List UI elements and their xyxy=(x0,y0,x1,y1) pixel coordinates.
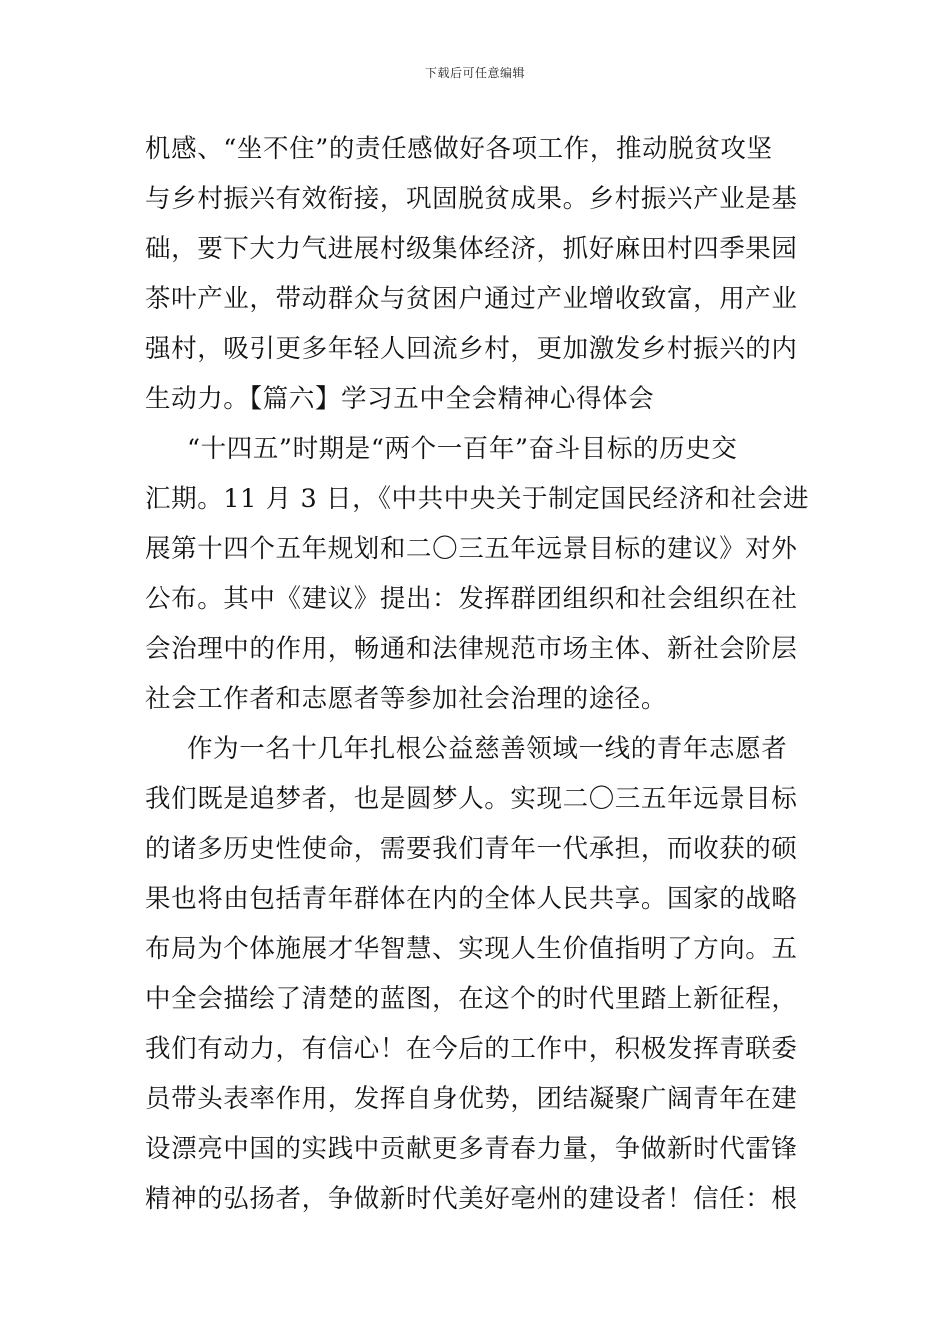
text-line: 机感、“坐不住”的责任感做好各项工作，推动脱贫攻坚 xyxy=(145,134,773,164)
text-line: 员带头表率作用，发挥自身优势，团结凝聚广阔青年在建 xyxy=(145,1084,798,1114)
text-line: 会治理中的作用，畅通和法律规范市场主体、新社会阶层 xyxy=(145,634,798,664)
paragraph-start-line: 作为一名十几年扎根公益慈善领域一线的青年志愿者 xyxy=(187,734,788,764)
text-line: 布局为个体施展才华智慧、实现人生价值指明了方向。五 xyxy=(145,934,798,964)
text-line: 强村，吸引更多年轻人回流乡村，更加激发乡村振兴的内 xyxy=(145,334,798,364)
text-line: 生动力。【篇六】学习五中全会精神心得体会 xyxy=(145,384,655,414)
text-line: 汇期。11 月 3 日，《中共中央关于制定国民经济和社会进 xyxy=(145,484,810,514)
text-line: 我们既是追梦者，也是圆梦人。实现二〇三五年远景目标 xyxy=(145,784,798,814)
text-line: 中全会描绘了清楚的蓝图，在这个的时代里踏上新征程， xyxy=(145,984,798,1014)
text-line: 我们有动力，有信心！在今后的工作中，积极发挥青联委 xyxy=(145,1034,798,1064)
text-line: 设漂亮中国的实践中贡献更多青春力量，争做新时代雷锋 xyxy=(145,1134,798,1164)
text-line: 的诸多历史性使命，需要我们青年一代承担，而收获的硕 xyxy=(145,834,798,864)
document-body xyxy=(145,124,810,1224)
text-line: 与乡村振兴有效衔接，巩固脱贫成果。乡村振兴产业是基 xyxy=(145,184,798,214)
text-line: 果也将由包括青年群体在内的全体人民共享。国家的战略 xyxy=(145,884,798,914)
text-line: 精神的弘扬者，争做新时代美好亳州的建设者！信任：根 xyxy=(145,1184,798,1214)
text-line: 础，要下大力气进展村级集体经济，抓好麻田村四季果园 xyxy=(145,234,798,264)
text-line: 展第十四个五年规划和二〇三五年远景目标的建议》对外 xyxy=(145,534,798,564)
paragraph-start-line: “十四五”时期是“两个一百年”奋斗目标的历史交 xyxy=(187,434,738,464)
text-line: 公布。其中《建议》提出：发挥群团组织和社会组织在社 xyxy=(145,584,798,614)
page-header: 下载后可任意编辑 xyxy=(424,66,525,80)
text-line: 社会工作者和志愿者等参加社会治理的途径。 xyxy=(145,684,668,714)
text-line: 茶叶产业，带动群众与贫困户通过产业增收致富，用产业 xyxy=(145,284,798,314)
